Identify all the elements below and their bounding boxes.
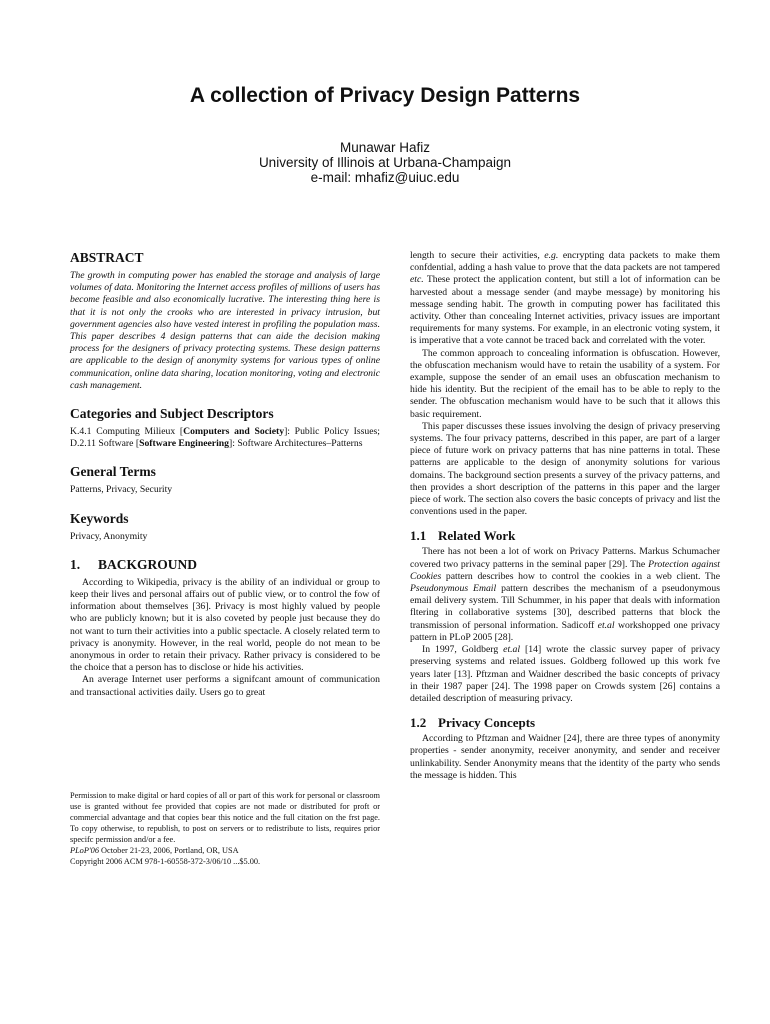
background-paragraph: An average Internet user performs a signifcant amount of communication and transactional activities daily. Users go to great xyxy=(70,674,380,698)
categories-text: K.4.1 Computing Milieux [Computers and Society]: Public Policy Issues; D.2.11 Software [Software Engineering]: Software Architectures–Patterns xyxy=(70,426,380,450)
general-terms-text: Patterns, Privacy, Security xyxy=(70,484,173,496)
related-work-paragraph: There has not been a lot of work on Privacy Patterns. Markus Schumacher covered two privacy patterns in the seminal paper [29]. The Protection against Cookies pattern describes how to control the cookies in a web client. The Pseudonymous Email pattern describes the mechanism of a pseudonymous email delivery system. Till Schummer, in his paper that deals with information fltering in collaborative systems [30], described patterns that block the transmission of personal information. Sadicoff et.al workshopped one privacy pattern in PLoP 2005 [28]. xyxy=(410,546,721,643)
abstract-section xyxy=(70,250,380,392)
permission-notice xyxy=(70,790,380,867)
privacy-concepts-section xyxy=(410,715,720,782)
background-paragraph: According to Wikipedia, privacy is the ability of an individual or group to keep their lives and personal affairs out of public view, or to control the fow of information about themselves [36]. Privacy is most highly valued by people who are publicly known; but it is also coveted by people just because they do not want to turn their activities into a public spectacle. A closely related term to privacy is anonymity. However, in the real world, people do not mean to be anonymous in order to retain their privacy. Rather privacy is considered to be the choice that a person has to disclose or hide his activities. xyxy=(70,576,380,674)
paper-title: A collection of Privacy Design Patterns xyxy=(189,84,581,107)
keywords-section xyxy=(70,511,380,543)
left-column xyxy=(70,250,380,699)
related-work-paragraph: In 1997, Goldberg et.al [14] wrote the classic survey paper of privacy preserving systems and related issues. Goldberg followed up this work fve years later [13]. Pftzman and Waidner described the basic concepts of privacy in their 1987 paper [24]. The 1998 paper on Crowds system [26] contains a detailed description of measuring privacy. xyxy=(410,644,721,704)
keywords-heading: Keywords xyxy=(70,510,129,526)
keywords-text: Privacy, Anonymity xyxy=(70,530,148,542)
general-terms-section xyxy=(70,464,380,496)
author-affiliation: University of Illinois at Urbana-Champaign xyxy=(258,155,512,170)
conference-line: PLoP'06 October 21-23, 2006, Portland, OR, USA xyxy=(70,846,239,855)
author-name: Munawar Hafiz xyxy=(339,140,431,155)
body-paragraph: length to secure their activities, e.g. encrypting data packets to make them confdential, adding a hash value to prove that the data packets are not tampered etc. These protect the application content, but still a lot of information can be harvested about a message sender (and maybe message) by monitoring his message sending habit. The growth in computing power has facilitated this activity. Other than concealing Internet activities, privacy issues are important requirements for many systems. For example, in an electronic voting system, it is imperative that a vote cannot be traced back and correlated with the voter. xyxy=(410,250,720,347)
privacy-concepts-paragraph: According to Pftzman and Waidner [24], there are three types of anonymity properties - sender anonymity, receiver anonymity, and sender and receiver unlinkability. Sender Anonymity means that the identity of the party who sends the message is hidden. This xyxy=(410,733,720,781)
abstract-text: The growth in computing power has enabled the storage and analysis of large volumes of data. Monitoring the Internet access profiles of millions of users has become feasible and also economically lucrative. The interesting thing here is that it is not only the crooks who are interested in privacy intrusion, but government agencies also have vested interest in profiling the population mass. This paper describes 4 design patterns that can aide the decision making process for the designers of privacy protecting systems. These design patterns are applicable to the design of anonymity systems for various types of online communication, online data sharing, location monitoring, voting and electronic cash management. xyxy=(70,270,380,391)
body-paragraph: The common approach to concealing information is obfuscation. However, the obfuscation mechanism would have to retain the usability of a system. For example, suppose the sender of an email uses an obfuscation mechanism to hide his identity. But the recipient of the email has to be able to reply to the sender. The obfuscation mechanism would have to be such that it allows this basic requirement. xyxy=(410,347,720,420)
related-work-section xyxy=(410,528,720,705)
privacy-concepts-heading: 1.2 Privacy Concepts xyxy=(410,715,536,731)
copyright-line: Copyright 2006 ACM 978-1-60558-372-3/06/10 ...$5.00. xyxy=(70,857,261,866)
categories-heading: Categories and Subject Descriptors xyxy=(70,406,274,422)
author-block xyxy=(0,140,770,185)
body-paragraph: This paper discusses these issues involving the design of privacy preserving systems. The four privacy patterns, described in this paper, are part of a larger piece of future work on privacy patterns that has nine patterns in total. These patterns are applicable to the design of anonymity solutions for various domains. The background section presents a survey of the privacy patterns, and then provides a short description of the patterns in this paper and the larger piece of work. The section also covers the basic concepts of privacy and list the conventions used in the paper. xyxy=(410,420,720,518)
permission-text: Permission to make digital or hard copies of all or part of this work for personal or classroom use is granted without fee provided that copies are not made or distributed for proft or commercial advantage and that copies bear this notice and the full citation on the frst page. To copy otherwise, to republish, to post on servers or to redistribute to lists, requires prior specifc permission and/or a fee. xyxy=(70,791,380,844)
background-section xyxy=(70,557,380,699)
categories-section xyxy=(70,406,380,450)
general-terms-heading: General Terms xyxy=(70,464,156,480)
related-work-heading: 1.1 Related Work xyxy=(410,528,516,544)
right-column xyxy=(410,250,720,782)
author-email: e-mail: mhafiz@uiuc.edu xyxy=(310,170,460,185)
background-heading: 1. BACKGROUND xyxy=(70,556,198,572)
abstract-heading: ABSTRACT xyxy=(70,250,144,265)
